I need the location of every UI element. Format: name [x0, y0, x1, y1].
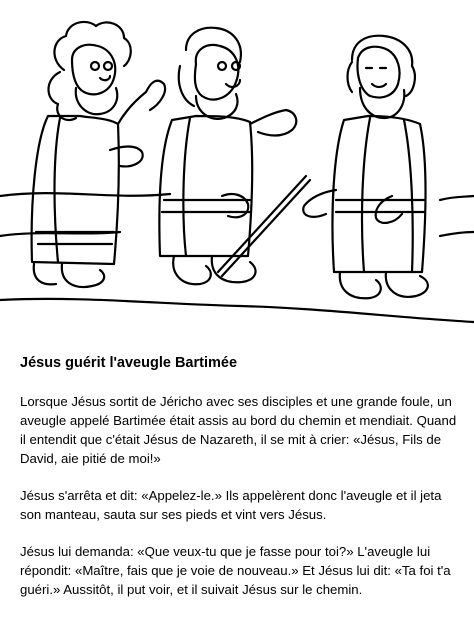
story-paragraph-1: Lorsque Jésus sortit de Jéricho avec ses disciples et une grande foule, un aveugle appelé Bartimée était assis au bord du chemin et mendiait. Quand il entendit que c'était Jésus de Nazareth, il se mit à crier: «Jésus, Fils de David, aie pitié de moi!» [20, 394, 457, 466]
jesus-figure [303, 36, 428, 299]
disciple-left-figure [32, 22, 165, 287]
story-title: Jésus guérit l'aveugle Bartimée [20, 355, 238, 371]
disciple-middle-figure [159, 28, 310, 285]
story-section [20, 354, 460, 617]
story-paragraph-3: Jésus lui demanda: «Que veux-tu que je fasse pour toi?» L'aveugle lui répondit: «Maître, fais que je voie de nouveau.» Et Jésus lui dit: «Ta foi t'a guéri.» Aussitôt, il put voir, et il suivait Jésus sur le chemin. [20, 544, 451, 597]
story-paragraph-2: Jésus s'arrêta et dit: «Appelez-le.» Ils appelèrent donc l'aveugle et il jeta son manteau, sauta sur ses pieds et vint vers Jésus. [20, 488, 442, 522]
